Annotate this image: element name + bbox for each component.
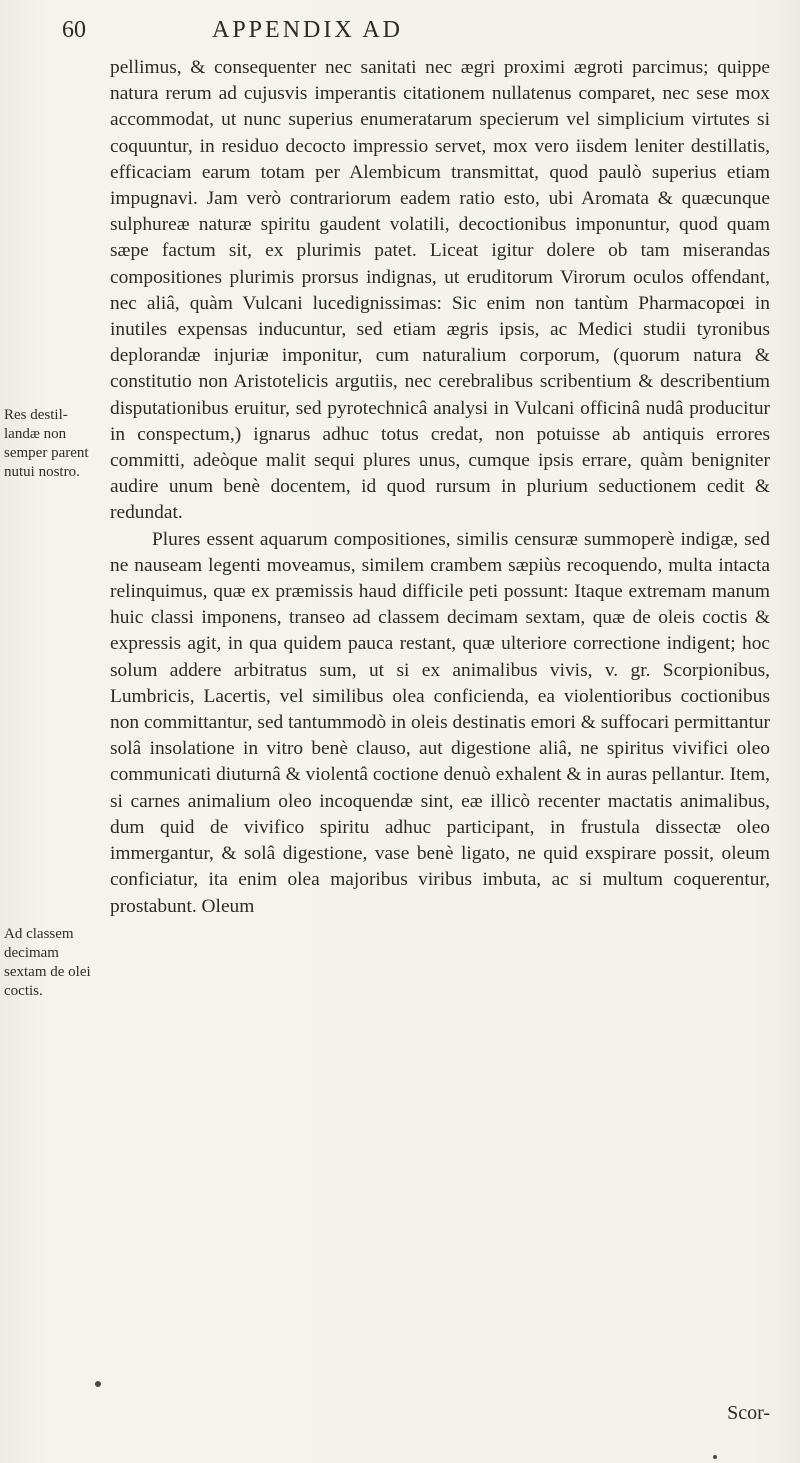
body-text bbox=[110, 55, 770, 920]
running-head: APPENDIX AD bbox=[212, 17, 404, 43]
paragraph: Plures essent aquarum compositiones, similis censuræ summoperè indigæ, sed ne nauseam legenti moveamus, similem crambem sæpiùs recoquendo, multa intacta relinquimus, quæ ex præmissis haud difficile peti possunt: Itaque extremam manum huic classi imponens, transeo ad classem decimam sextam, quæ de oleis coctis & expressis agit, in qua quidem pauca restant, quæ ulteriore correctione indigent; hoc solum addere arbitratus sum, ut si ex animalibus vivis, v. gr. Scorpionibus, Lumbricis, Lacertis, vel similibus olea conficienda, ea violentioribus coctionibus non committantur, sed tantummodò in oleis destinatis emori & suffocari permittantur solâ insolatione in vitro benè clauso, aut digestione aliâ, ne spiritus vivifici oleo communicati diuturnâ & violentâ coctione denuò exhalent & in auras pellantur. Item, si carnes animalium oleo incoquendæ sint, eæ illicò recenter mactatis animalibus, dum quid de vivifico spiritu adhuc participant, in frustula dissectæ oleo immergantur, & solâ digestione, vase benè ligato, ne quid exspirare possit, oleum conficiatur, ita enim olea majoribus viribus imbuta, ac si multum coquerentur, prostabunt. Oleum bbox=[110, 528, 770, 917]
page-header bbox=[62, 12, 762, 48]
ink-dot-ornament bbox=[713, 1455, 717, 1459]
margin-note: Ad classem decimam sextam de olei coctis. bbox=[4, 926, 91, 999]
catchword: Scor- bbox=[727, 1402, 770, 1424]
margin-note: Res destil-landæ non semper parent nutui nostro. bbox=[4, 407, 89, 480]
paragraph: pellimus, & consequenter nec sanitati nec ægri proximi ægroti parcimus; quippe natura rerum ad cujusvis imperantis citationem nullatenus comparet, nec sese mox accommodat, ut nunc superius enumeratarum specierum vel simplicium virtutes si coquuntur, in residuo decocto impressio servet, mox vero iisdem leniter destillatis, efficaciam earum totam per Alembicum transmittat, quod paulò superius etiam impugnavi. Jam verò contrariorum eadem ratio esto, ubi Aromata & quæcunque sulphureæ naturæ spiritu gaudent volatili, decoctionibus imponuntur, quod quam sæpe factum sit, ex plurimis patet. Liceat igitur dolere ob tam miserandas compositiones plurimis prorsus indignas, ut eruditorum Virorum oculos offendant, nec aliâ, quàm Vulcani lucedignissimas: Sic enim non tantùm Pharmacopœi in inutiles expensas inducuntur, sed etiam ægris ipsis, ac Medici studii tyronibus deplorandæ injuriæ imponitur, cum naturalium corporum, (quorum natura & constitutio non Aristotelicis argutiis, nec cerebralibus scribentium & describentium disputationibus eruitur, sed pyrotechnicâ analysi in Vulcani officinâ nudâ producitur in conspectum,) ignarus adhuc totus credat, non potuisse ab antiquis errores committi, adeòque malit sequi plures unus, cumque ipsis errare, quàm benigniter audire unum benè docentem, id quod rursum in plurium seductionem cedit & redundat. bbox=[110, 57, 770, 524]
ink-dot-ornament bbox=[95, 1381, 101, 1387]
page-number: 60 bbox=[62, 17, 86, 43]
